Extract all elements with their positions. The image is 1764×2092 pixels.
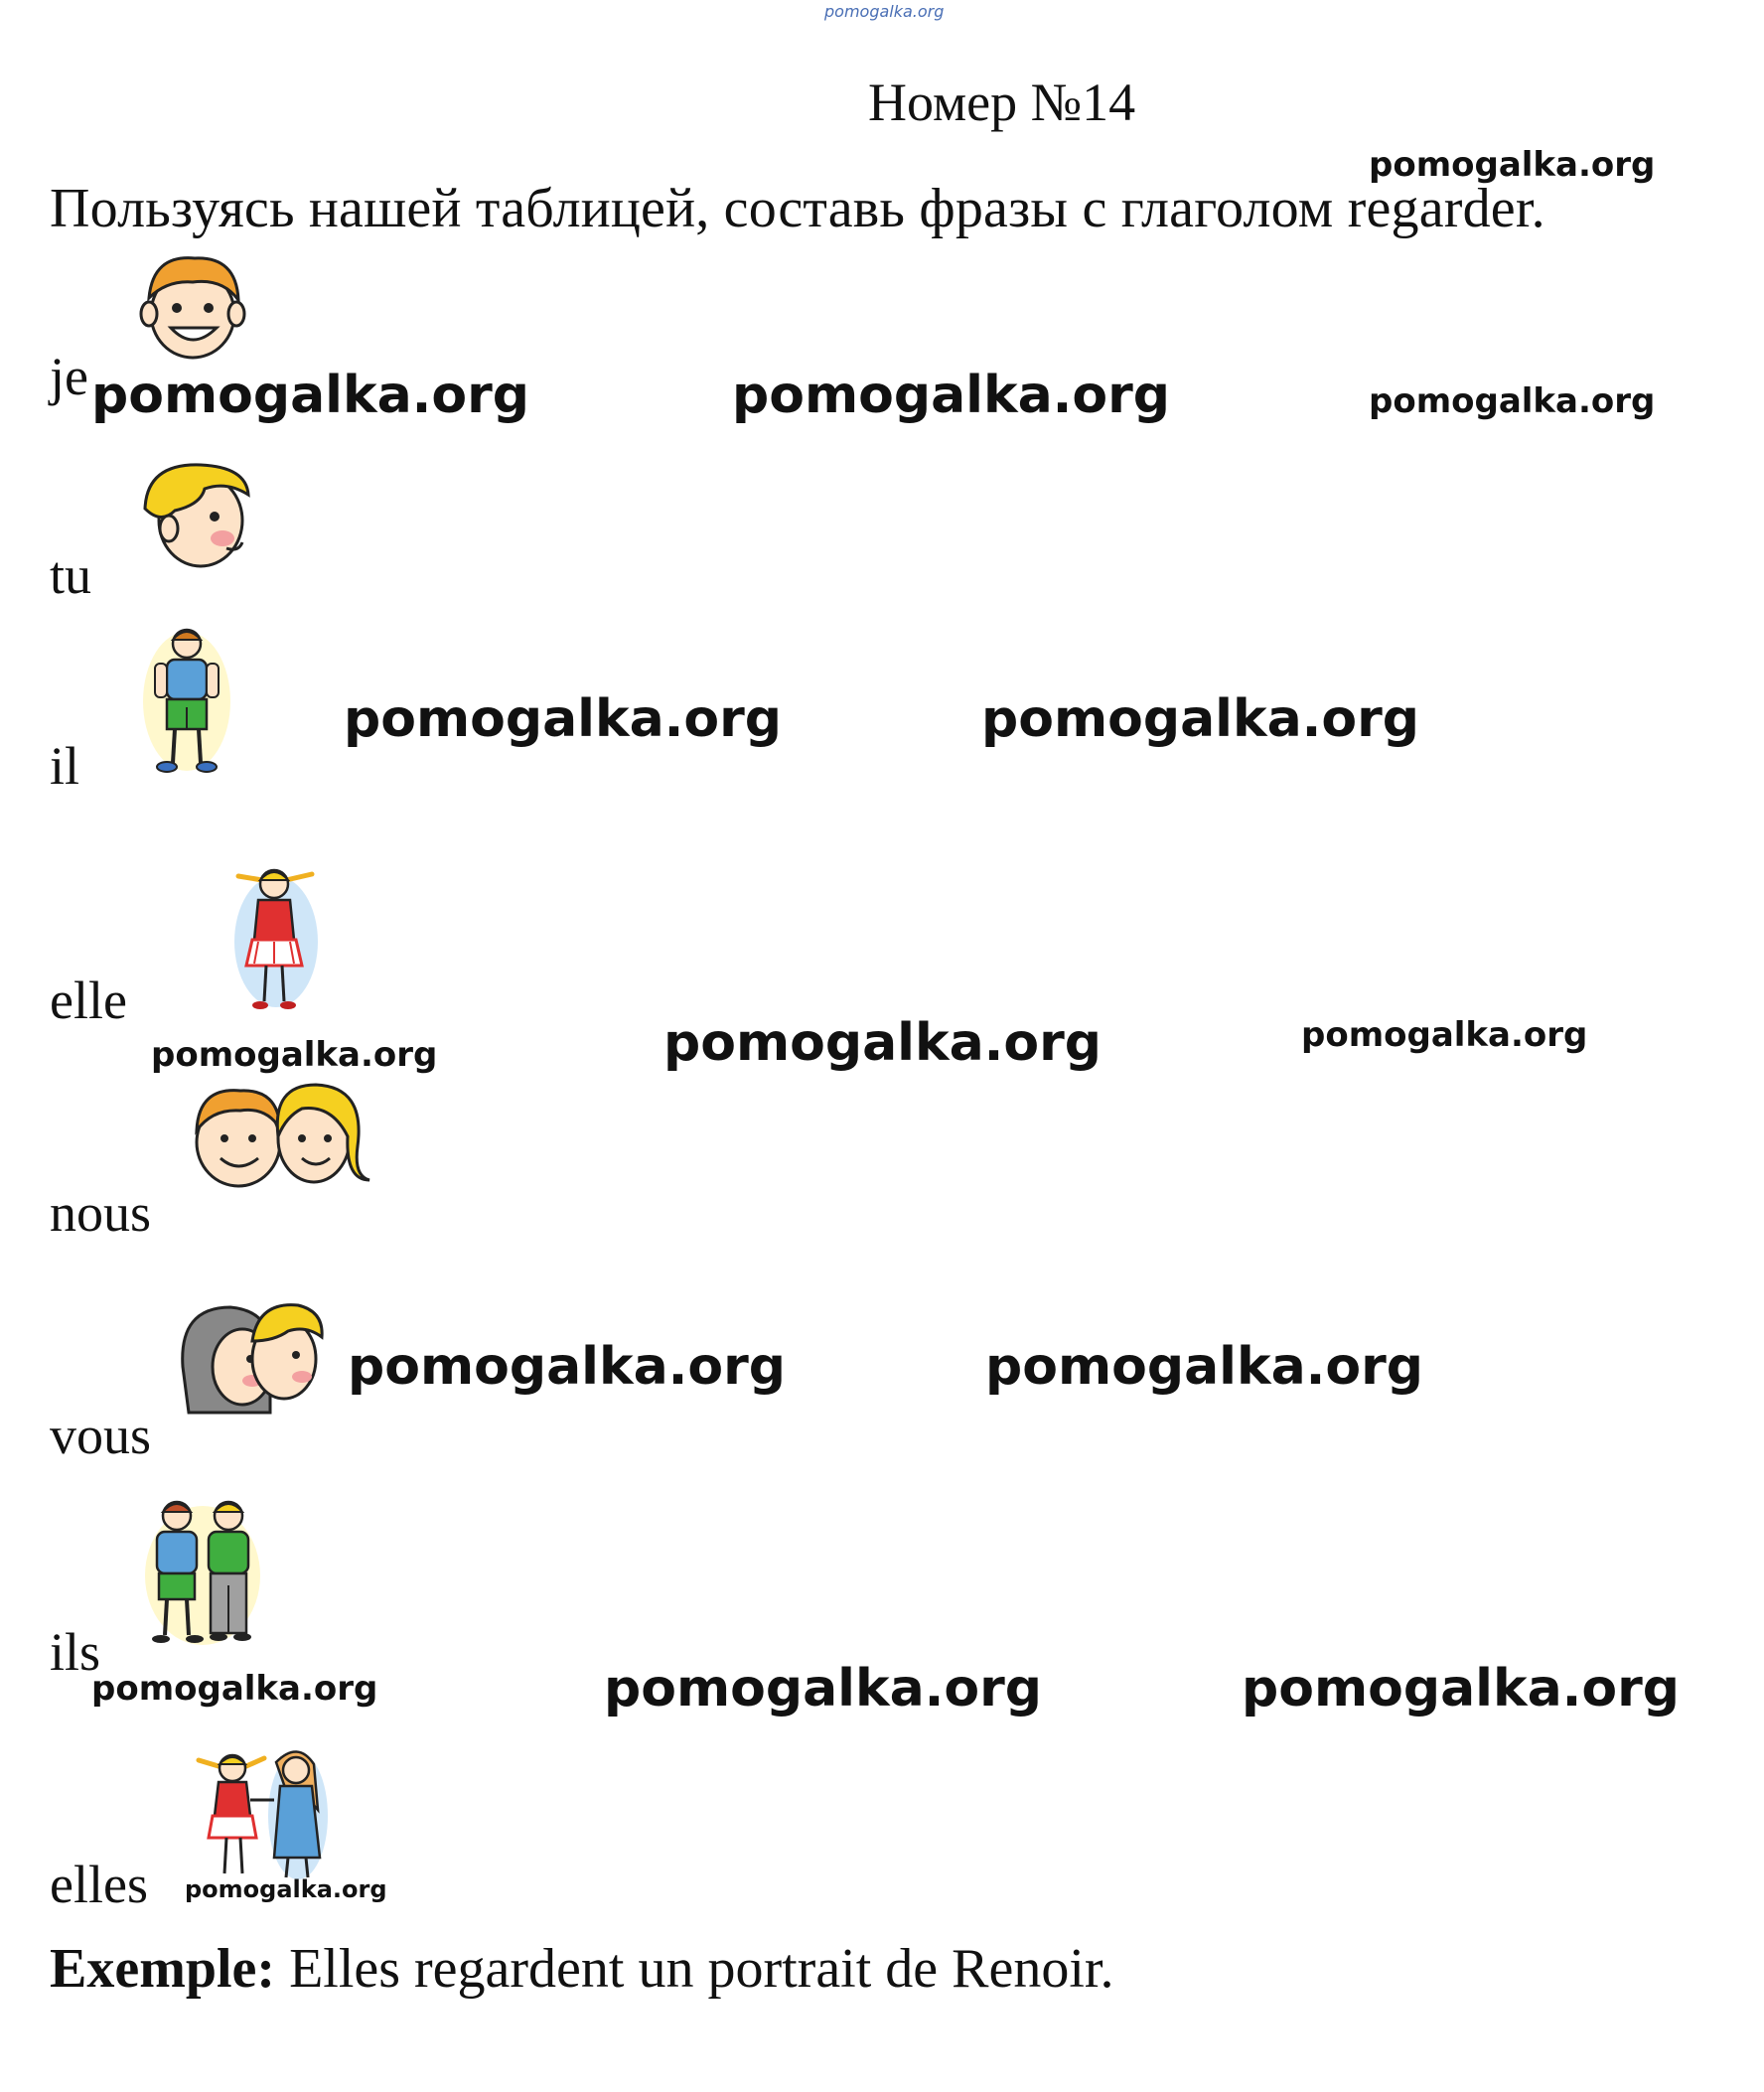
page-title: Номер №14 [868, 73, 1136, 132]
blond-boy-face-icon [131, 455, 252, 576]
watermark: pomogalka.org [91, 366, 530, 425]
instruction-text: Пользуясь нашей таблицей, составь фразы с глаголом regarder. [50, 178, 1545, 239]
watermark: pomogalka.org [732, 366, 1171, 425]
watermark: pomogalka.org [1301, 1015, 1588, 1055]
pronoun-tu: tu [50, 545, 92, 605]
watermark: pomogalka.org [1369, 381, 1656, 421]
pronoun-ils: ils [50, 1622, 101, 1682]
watermark: pomogalka.org [151, 1035, 438, 1075]
watermark: pomogalka.org [91, 1669, 378, 1709]
watermark: pomogalka.org [1242, 1659, 1681, 1718]
pronoun-je: je [50, 347, 88, 406]
boy-face-icon [133, 248, 252, 368]
pronoun-vous: vous [50, 1406, 152, 1465]
two-girls-icon [195, 1740, 330, 1889]
girl-figure-icon [219, 858, 328, 1017]
example-sentence: Elles regardent un portrait de Renoir. [289, 1938, 1114, 2000]
pronoun-nous: nous [50, 1183, 152, 1243]
example-label: Exemple: [50, 1938, 276, 2000]
watermark: pomogalka.org [348, 1337, 787, 1397]
watermark: pomogalka.org [344, 689, 783, 749]
watermark: pomogalka.org [985, 1337, 1424, 1397]
watermark: pomogalka.org [604, 1659, 1043, 1718]
boy-figure-icon [137, 624, 236, 779]
two-faces-icon [183, 1077, 377, 1200]
two-faces-profile-icon [179, 1297, 328, 1420]
pronoun-elle: elle [50, 971, 127, 1030]
watermark: pomogalka.org [185, 1875, 387, 1903]
pronoun-il: il [50, 736, 80, 796]
watermark: pomogalka.org [663, 1013, 1102, 1073]
watermark: pomogalka.org [1369, 145, 1656, 185]
watermark: pomogalka.org [981, 689, 1420, 749]
top-watermark: pomogalka.org [824, 2, 945, 21]
example-line [50, 1937, 1113, 2001]
two-boys-icon [139, 1496, 268, 1651]
pronoun-elles: elles [50, 1855, 148, 1914]
